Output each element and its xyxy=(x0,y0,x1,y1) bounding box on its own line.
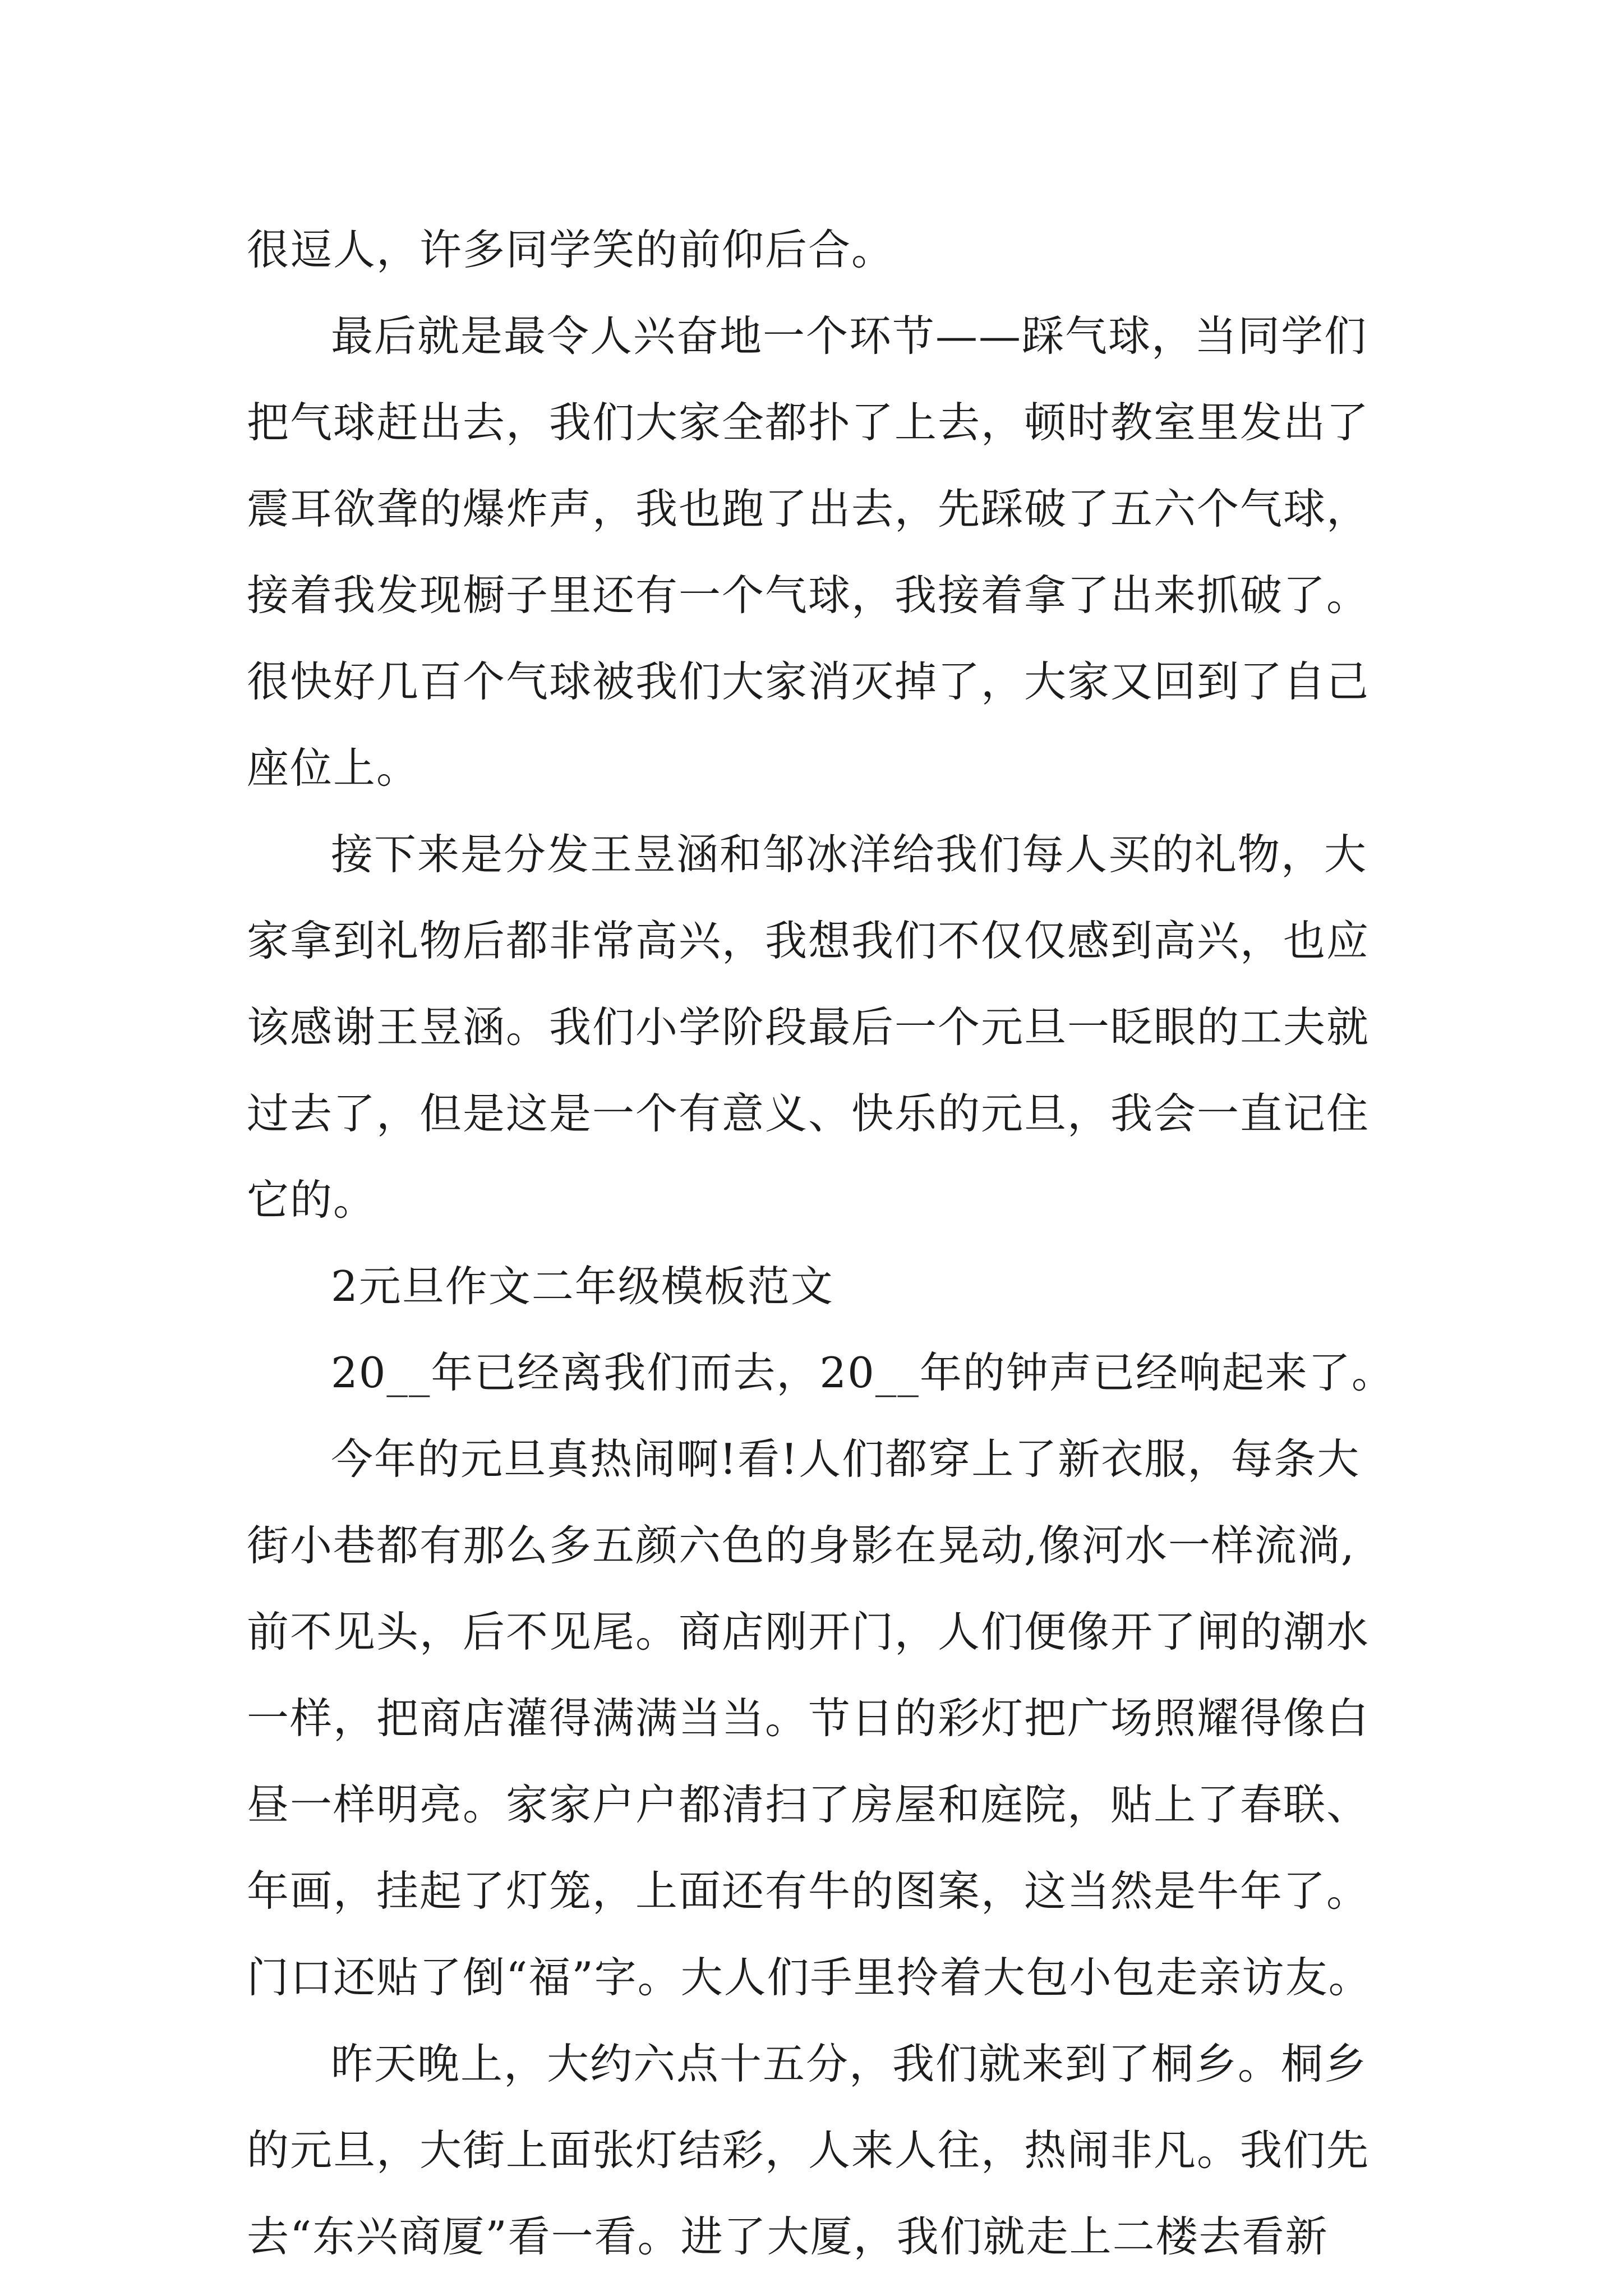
text-line: 2元旦作文二年级模板范文 xyxy=(331,1262,834,1311)
text-line: 座位上。 xyxy=(247,743,420,793)
text-line: 接着我发现橱子里还有一个气球，我接着拿了出来抓破了。 xyxy=(247,570,1370,620)
text-line: 昼一样明亮。家家户户都清扫了房屋和庭院，贴上了春联、 xyxy=(247,1780,1370,1829)
text-line: 震耳欲聋的爆炸声，我也跑了出去，先踩破了五六个气球， xyxy=(247,484,1370,533)
text-line: 过去了，但是这是一个有意义、快乐的元旦，我会一直记住 xyxy=(247,1089,1370,1138)
text-line: 最后就是最令人兴奋地一个环节——踩气球，当同学们 xyxy=(331,311,1368,361)
text-line: 该感谢王昱涵。我们小学阶段最后一个元旦一眨眼的工夫就 xyxy=(247,1002,1370,1052)
body-text xyxy=(247,206,1402,2280)
text-line: 门口还贴了倒“福”字。大人们手里拎着大包小包走亲访友。 xyxy=(247,1953,1372,2002)
text-line: 的元旦，大街上面张灯结彩，人来人往，热闹非凡。我们先 xyxy=(247,2125,1370,2175)
text-line: 很快好几百个气球被我们大家消灭掉了，大家又回到了自己 xyxy=(247,657,1370,706)
text-line: 它的。 xyxy=(247,1175,377,1225)
text-line: 家拿到礼物后都非常高兴，我想我们不仅仅感到高兴，也应 xyxy=(247,916,1370,965)
text-line: 20__年已经离我们而去，20__年的钟声已经响起来了。 xyxy=(331,1348,1395,1397)
text-line: 年画，挂起了灯笼，上面还有牛的图案，这当然是牛年了。 xyxy=(247,1866,1370,1916)
text-line: 街小巷都有那么多五颜六色的身影在晃动,像河水一样流淌, xyxy=(247,1521,1355,1570)
text-line: 一样，把商店灌得满满当当。节日的彩灯把广场照耀得像白 xyxy=(247,1694,1370,1743)
text-line: 昨天晚上，大约六点十五分，我们就来到了桐乡。桐乡 xyxy=(331,2039,1368,2088)
text-line: 很逗人，许多同学笑的前仰后合。 xyxy=(247,225,895,274)
text-line: 今年的元旦真热闹啊!看!人们都穿上了新衣服，每条大 xyxy=(331,1434,1361,1484)
text-line: 前不见头，后不见尾。商店刚开门，人们便像开了闸的潮水 xyxy=(247,1607,1370,1657)
text-line: 把气球赶出去，我们大家全都扑了上去，顿时教室里发出了 xyxy=(247,398,1370,447)
text-line: 接下来是分发王昱涵和邹冰洋给我们每人买的礼物，大 xyxy=(331,830,1368,879)
text-line: 去“东兴商厦”看一看。进了大厦，我们就走上二楼去看新 xyxy=(247,2212,1329,2261)
